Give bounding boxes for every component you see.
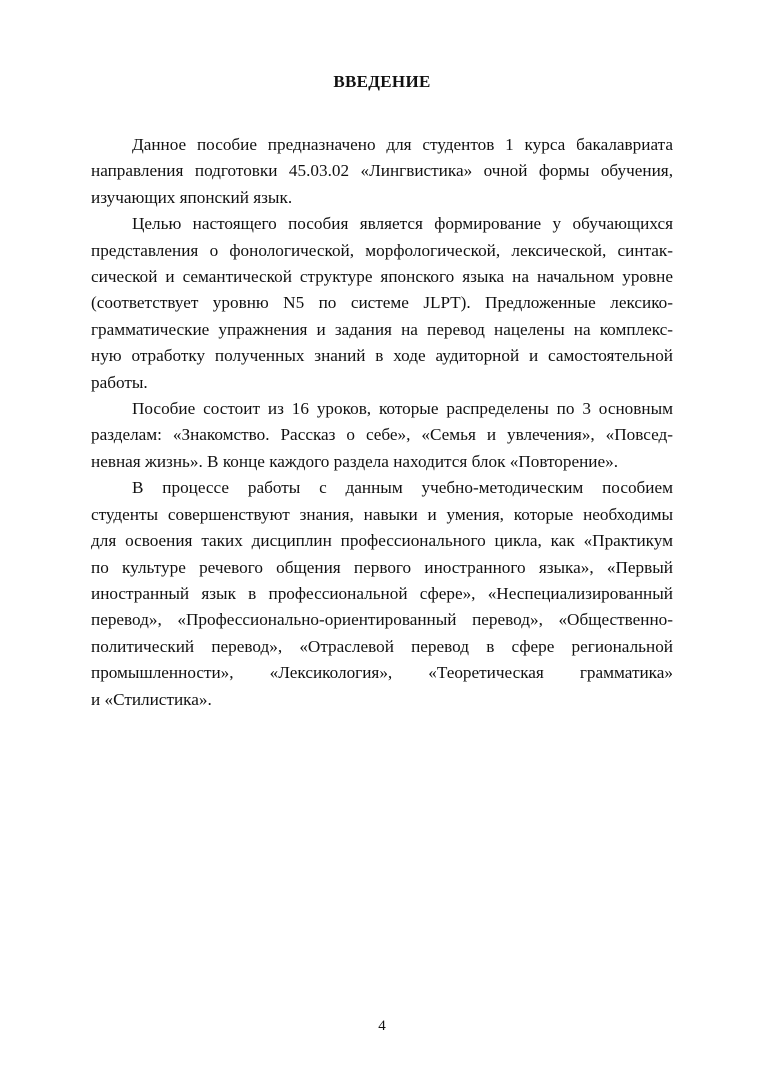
text-line: направления подготовки 45.03.02 «Лингвистика» очной формы обучения, xyxy=(91,161,673,181)
text-line: и «Стилистика». xyxy=(91,689,212,709)
text-line: промышленности», «Лексикология», «Теоретическая грамматика» xyxy=(91,663,673,683)
text-line: ную отработку полученных знаний в ходе аудиторной и самостоятельной xyxy=(91,346,673,366)
text-line: работы. xyxy=(91,372,148,392)
text-line: иностранный язык в профессиональной сфере», «Неспециализированный xyxy=(91,583,673,603)
text-line: (соответствует уровню N5 по системе JLPT). Предложенные лексико- xyxy=(91,293,673,313)
text-line: невная жизнь». В конце каждого раздела находится блок «Повторение». xyxy=(91,451,619,471)
paragraph-2 xyxy=(91,211,673,396)
text-line: перевод», «Профессионально-ориентированный перевод», «Общественно- xyxy=(91,610,673,630)
text-line: Пособие состоит из 16 уроков, которые распределены по 3 основным xyxy=(132,399,673,419)
text-line: изучающих японский язык. xyxy=(91,187,293,207)
paragraph-1 xyxy=(91,132,673,211)
text-line: представления о фонологической, морфологической, лексической, синтак- xyxy=(91,240,673,260)
body-text xyxy=(91,132,673,713)
page-title: ВВЕДЕНИЕ xyxy=(333,72,431,91)
page-number: 4 xyxy=(378,1018,386,1034)
text-line: по культуре речевого общения первого иностранного языка», «Первый xyxy=(91,557,673,577)
text-line: грамматические упражнения и задания на перевод нацелены на комплекс- xyxy=(91,319,673,339)
text-line: сической и семантической структуре японского языка на начальном уровне xyxy=(91,267,673,287)
text-line: студенты совершенствуют знания, навыки и умения, которые необходимы xyxy=(91,504,673,524)
text-line: Данное пособие предназначено для студентов 1 курса бакалавриата xyxy=(132,135,673,154)
text-line: разделам: «Знакомство. Рассказ о себе», «Семья и увлечения», «Повсед- xyxy=(91,425,673,445)
text-line: для освоения таких дисциплин профессионального цикла, как «Практикум xyxy=(91,531,673,551)
paragraph-4 xyxy=(91,475,673,713)
text-line: политический перевод», «Отраслевой перевод в сфере региональной xyxy=(91,636,673,656)
text-line: Целью настоящего пособия является формирование у обучающихся xyxy=(132,214,673,234)
paragraph-3 xyxy=(91,396,673,475)
text-line: В процессе работы с данным учебно-методическим пособием xyxy=(132,478,673,498)
